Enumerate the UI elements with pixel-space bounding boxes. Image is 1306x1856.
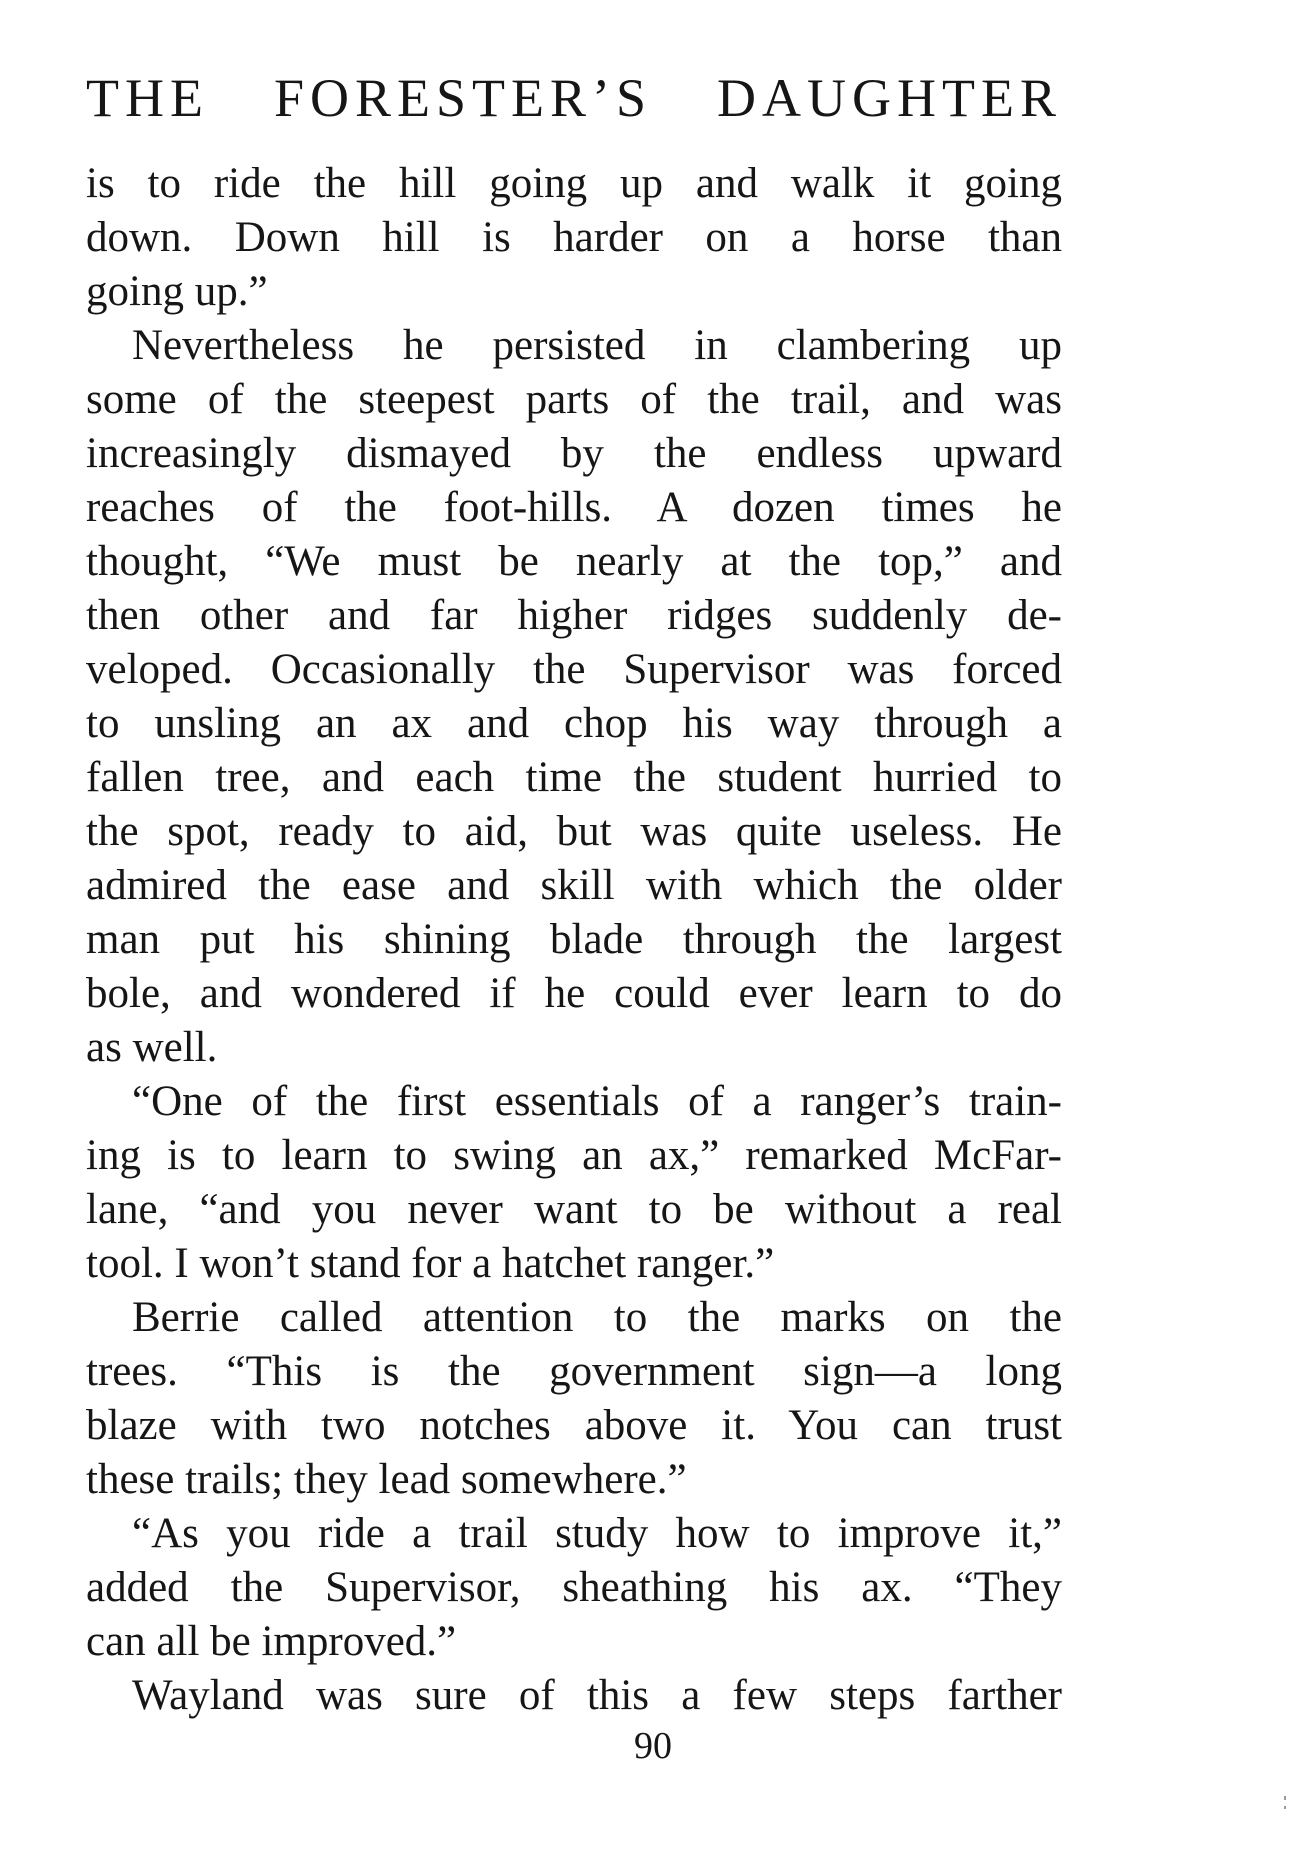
text-line: fallen tree, and each time the student hurried to <box>86 754 1062 801</box>
text-line: reaches of the foot-hills. A dozen times he <box>86 484 1062 531</box>
text-line: blaze with two notches above it. You can trust <box>86 1402 1062 1449</box>
text-line: can all be improved.” <box>86 1618 457 1665</box>
paper-speck <box>1284 1806 1286 1809</box>
text-line: increasingly dismayed by the endless upward <box>86 430 1062 477</box>
text-line: Berrie called attention to the marks on the <box>132 1294 1062 1341</box>
text-line: “As you ride a trail study how to improve it,” <box>132 1510 1062 1557</box>
text-line: down. Down hill is harder on a horse than <box>86 214 1062 261</box>
page-number: 90 <box>634 1725 672 1767</box>
text-line: “One of the first essentials of a ranger’s train- <box>132 1078 1062 1125</box>
text-line: lane, “and you never want to be without a real <box>86 1186 1062 1233</box>
paper-speck <box>1284 1796 1286 1800</box>
text-line: then other and far higher ridges suddenly de- <box>86 592 1062 639</box>
text-line: added the Supervisor, sheathing his ax. “They <box>86 1564 1062 1611</box>
text-line: tool. I won’t stand for a hatchet ranger.” <box>86 1240 775 1287</box>
body-text <box>86 157 1062 1723</box>
running-title: THE FORESTER’S DAUGHTER <box>86 68 1062 128</box>
text-line: the spot, ready to aid, but was quite useless. He <box>86 808 1062 855</box>
text-line: these trails; they lead somewhere.” <box>86 1456 687 1503</box>
text-line: ing is to learn to swing an ax,” remarked McFar- <box>86 1132 1062 1179</box>
text-line: Wayland was sure of this a few steps farther <box>132 1672 1062 1719</box>
text-line: going up.” <box>86 268 268 315</box>
text-line: Nevertheless he persisted in clambering up <box>132 322 1062 369</box>
text-line: is to ride the hill going up and walk it going <box>86 160 1062 207</box>
text-line: bole, and wondered if he could ever learn to do <box>86 970 1062 1017</box>
text-line: veloped. Occasionally the Supervisor was forced <box>86 646 1062 693</box>
text-line: as well. <box>86 1024 218 1071</box>
text-line: man put his shining blade through the largest <box>86 916 1062 963</box>
text-line: admired the ease and skill with which the older <box>86 862 1062 909</box>
text-line: to unsling an ax and chop his way through a <box>86 700 1062 747</box>
text-line: some of the steepest parts of the trail, and was <box>86 376 1062 423</box>
text-line: trees. “This is the government sign—a long <box>86 1348 1062 1395</box>
text-line: thought, “We must be nearly at the top,” and <box>86 538 1062 585</box>
